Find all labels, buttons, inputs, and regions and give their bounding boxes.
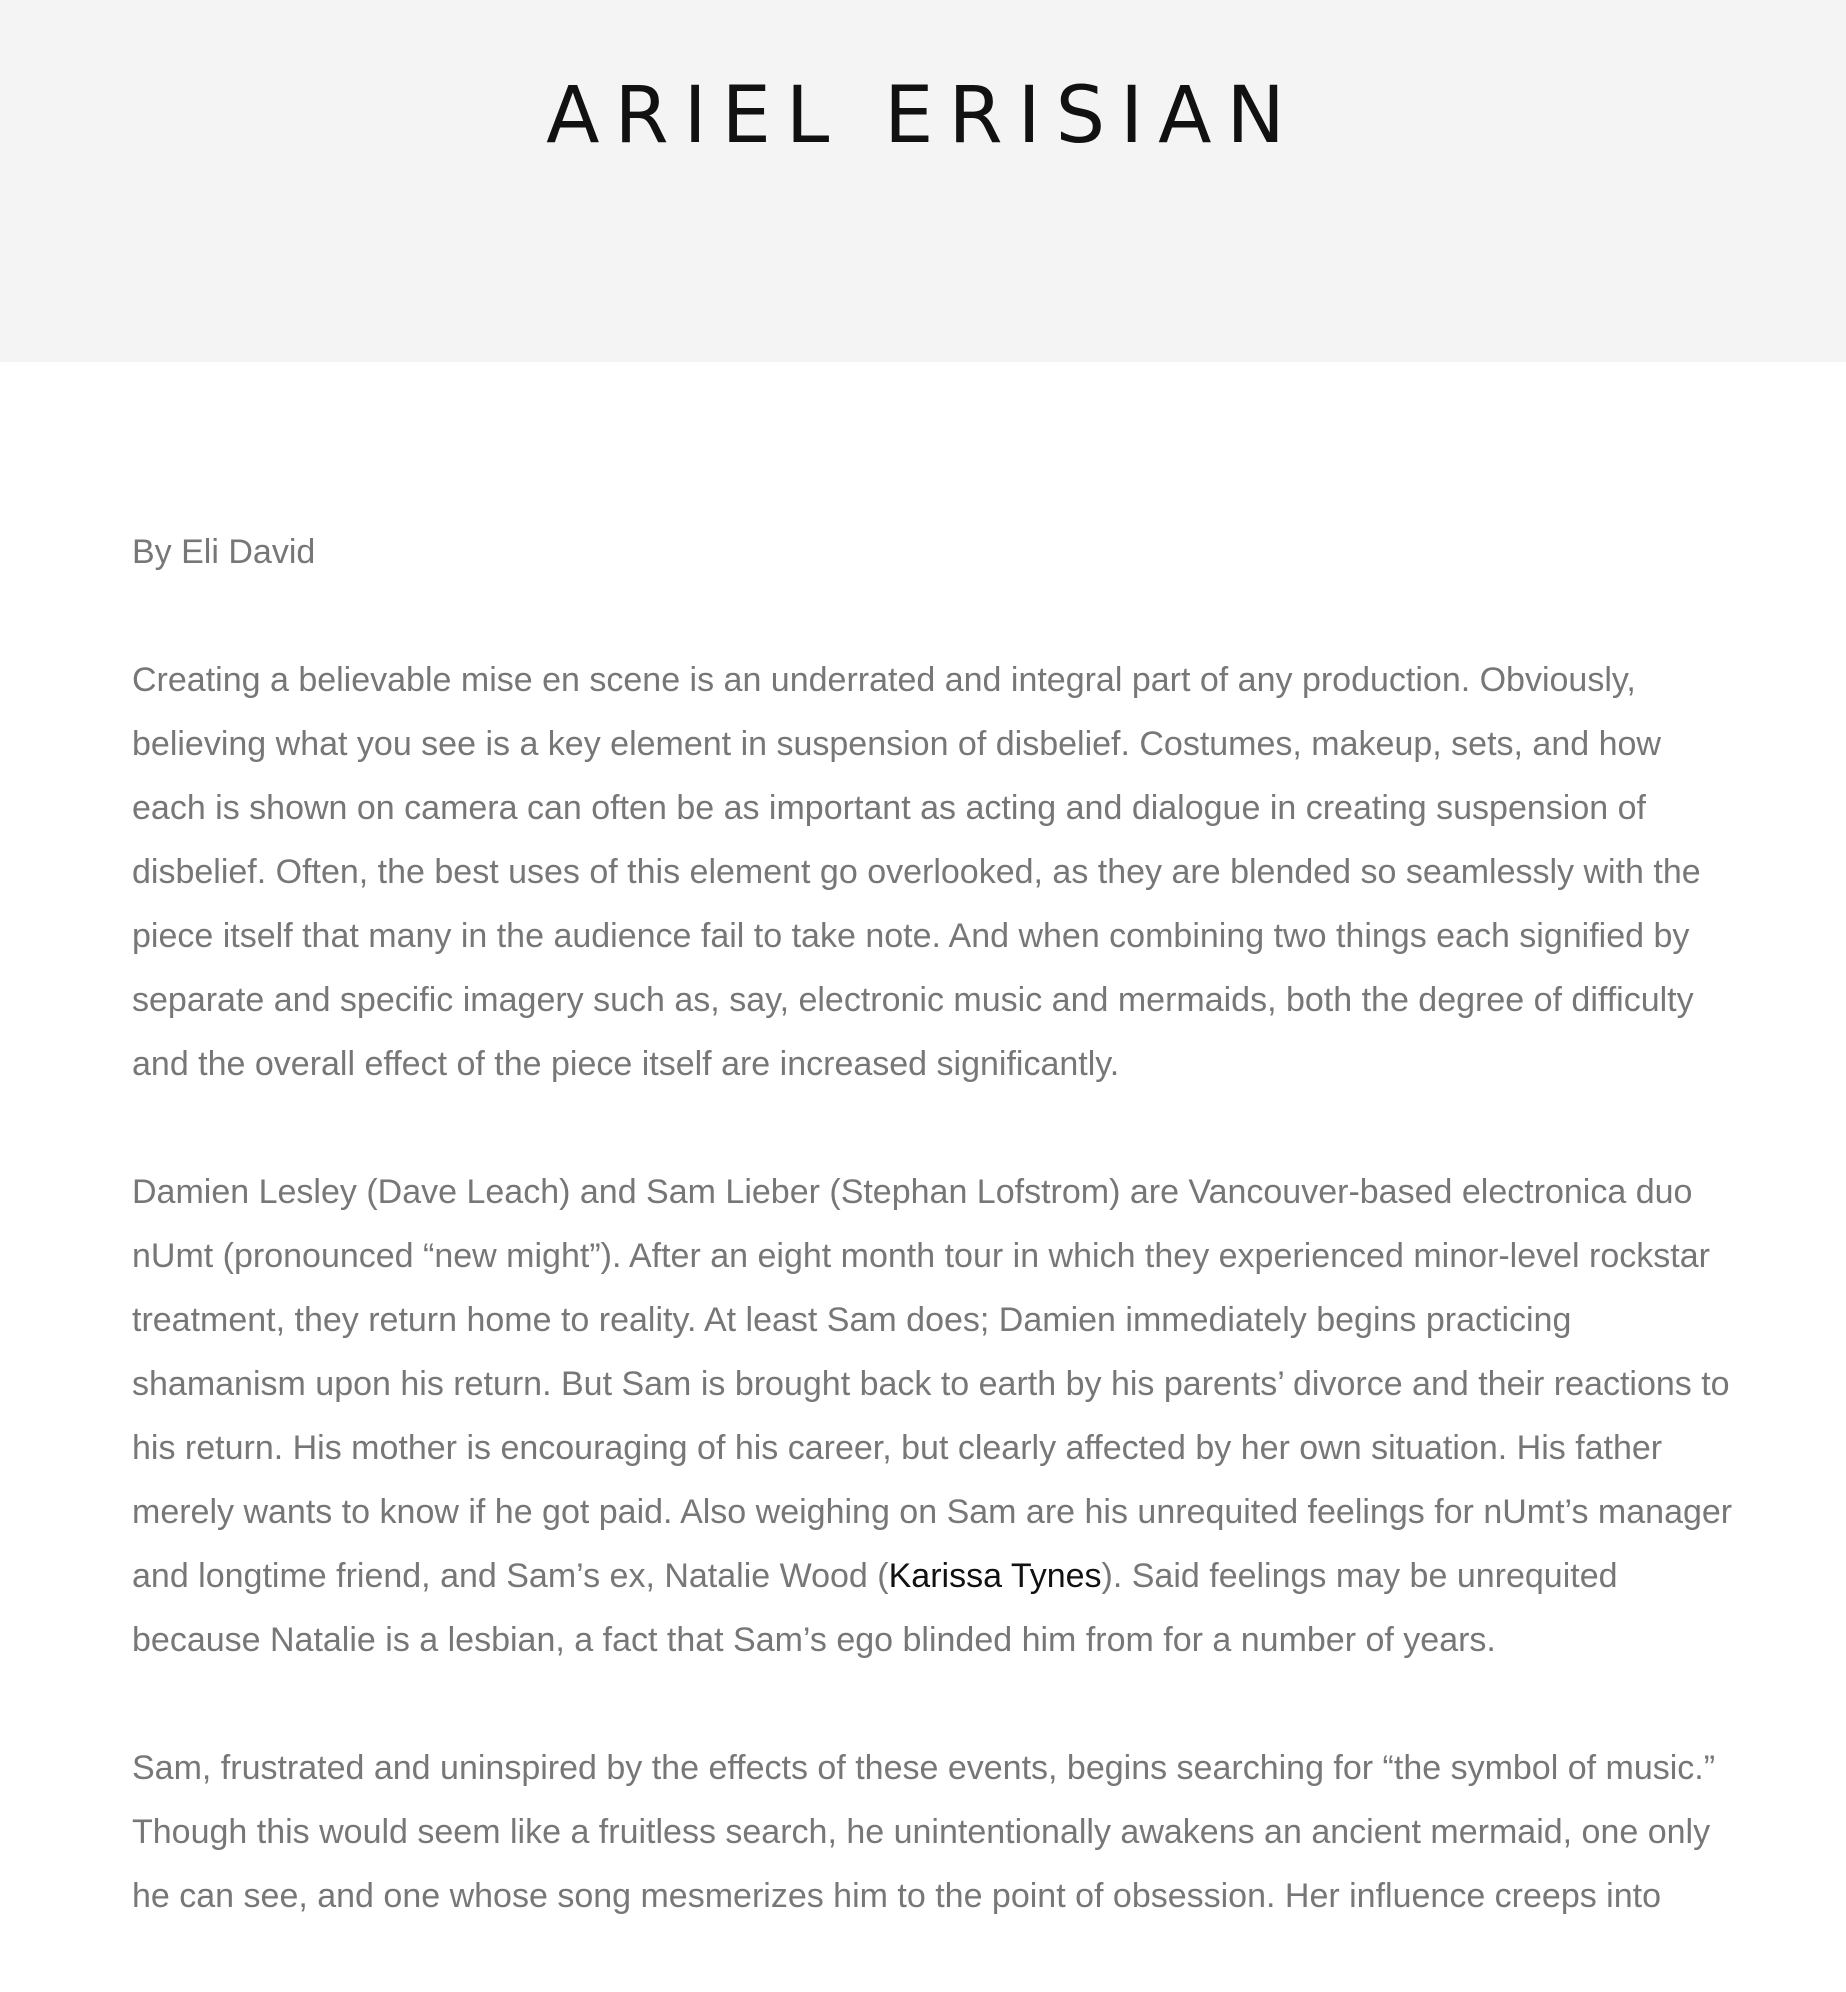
site-title-link[interactable]: ARIEL ERISIAN [546, 71, 1300, 161]
paragraph-2-text-after-link: ). Said feelings may be unrequited because Natalie is a lesbian, a fact that Sam’s ego blinded him from for a number of years. [132, 1557, 1618, 1659]
site-header [0, 0, 1846, 362]
article-paragraph-1: Creating a believable mise en scene is an underrated and integral part of any production. Obviously, believing what you see is a key element in suspension of disbelief. Costumes, makeup, sets, and how each is shown on camera can often be as important as acting and dialogue in creating suspension of disbelief. Often, the best uses of this element go overlooked, as they are blended so seamlessly with the piece itself that many in the audience fail to take note. And when combining two things each signified by separate and specific imagery such as, say, electronic music and mermaids, both the degree of difficulty and the overall effect of the piece itself are increased significantly. [132, 661, 1701, 1083]
paragraph-2-text-before-link: Damien Lesley (Dave Leach) and Sam Lieber (Stephan Lofstrom) are Vancouver-based electronica duo nUmt (pronounced “new might”). After an eight month tour in which they experienced minor-level rockstar treatment, they return home to reality. At least Sam does; Damien immediately begins practicing shamanism upon his return. But Sam is brought back to earth by his parents’ divorce and their reactions to his return. His mother is encouraging of his career, but clearly affected by her own situation. His father merely wants to know if he got paid. Also weighing on Sam are his unrequited feelings for nUmt’s manager and longtime friend, and Sam’s ex, Natalie Wood ( [132, 1173, 1733, 1595]
article-paragraph-2 [132, 1160, 1744, 1672]
actor-link-karissa-tynes[interactable]: Karissa Tynes [888, 1557, 1102, 1595]
article-paragraph-3: Sam, frustrated and uninspired by the effects of these events, begins searching for “the symbol of music.” Though this would seem like a fruitless search, he unintentionally awakens an ancient mermaid, one only he can see, and one whose song mesmerizes him to the point of obsession. Her influence creeps into [132, 1749, 1716, 1915]
article-byline: By Eli David [132, 533, 316, 571]
article-body [132, 520, 1744, 1992]
